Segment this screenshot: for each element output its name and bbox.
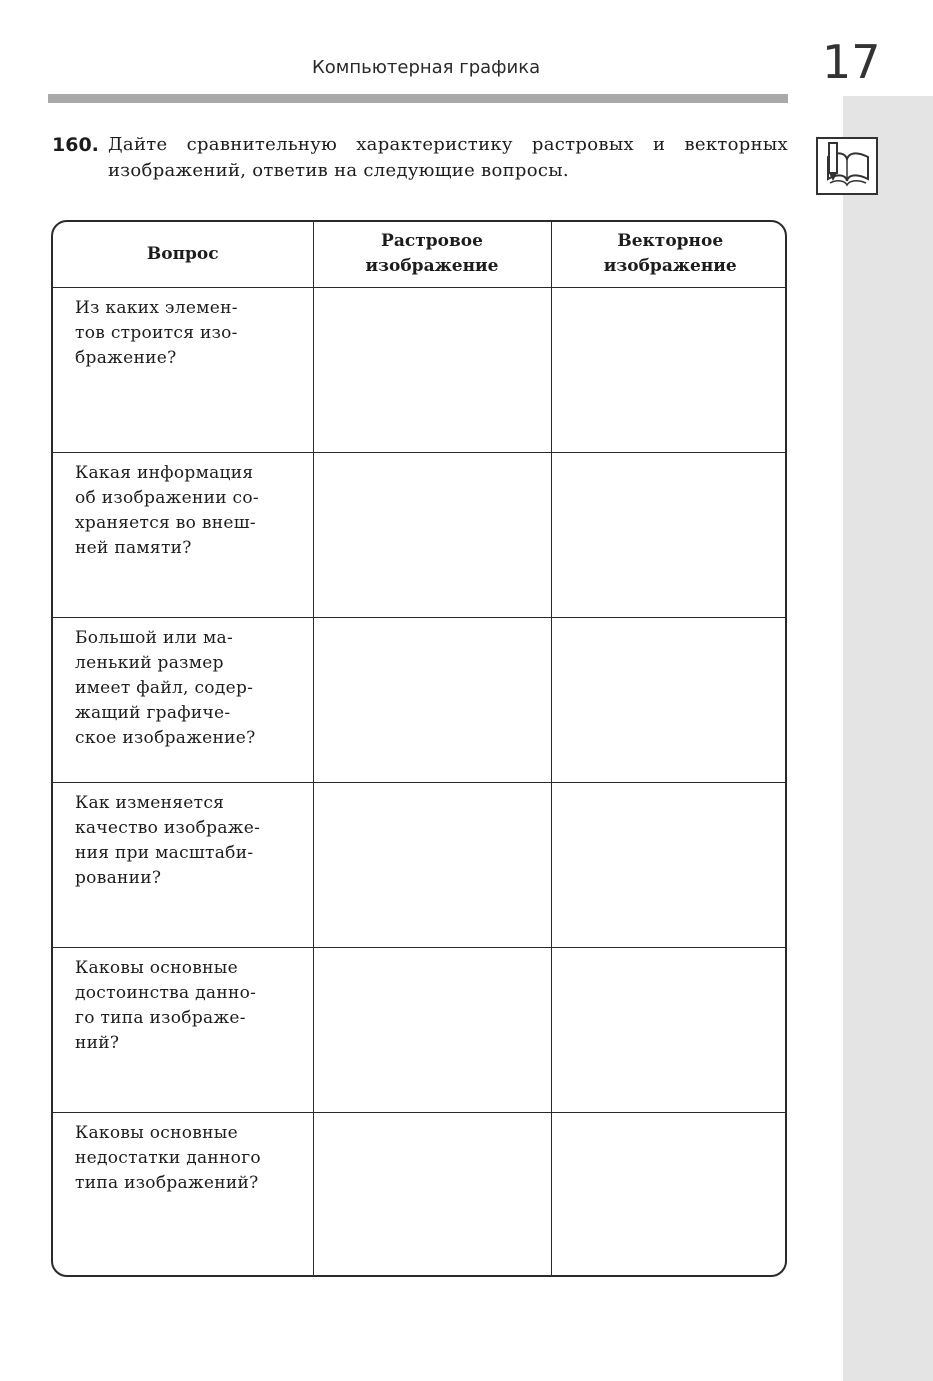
raster-answer-cell[interactable]	[313, 1112, 551, 1277]
table-row	[53, 947, 787, 1112]
vector-answer-cell[interactable]	[551, 287, 787, 452]
question-cell: Каковы основные недостатки данного типа изображений?	[53, 1112, 313, 1277]
vector-answer-cell[interactable]	[551, 947, 787, 1112]
vector-answer-cell[interactable]	[551, 1112, 787, 1277]
task-text: Дайте сравнительную характеристику растровых и векторных изображений, ответив на следующие вопросы.	[108, 134, 788, 181]
running-title: Компьютерная графика	[312, 57, 541, 78]
question-cell: Из каких элемен- тов строится изо- бражение?	[53, 287, 313, 452]
header-vector: Векторное изображение	[551, 222, 787, 287]
header-rule	[48, 94, 788, 103]
question-cell: Большой или ма- ленький размер имеет файл, содер- жащий графиче- ское изображение?	[53, 617, 313, 782]
task-number: 160.	[52, 134, 99, 156]
raster-answer-cell[interactable]	[313, 452, 551, 617]
table-row	[53, 452, 787, 617]
page-number: 17	[822, 35, 881, 89]
raster-answer-cell[interactable]	[313, 947, 551, 1112]
question-cell: Каковы основные достоинства данно- го типа изображе- ний?	[53, 947, 313, 1112]
table-row	[53, 617, 787, 782]
raster-answer-cell[interactable]	[313, 617, 551, 782]
raster-answer-cell[interactable]	[313, 287, 551, 452]
table-row	[53, 1112, 787, 1277]
page-edge-strip	[843, 96, 933, 1381]
vector-answer-cell[interactable]	[551, 782, 787, 947]
question-cell: Какая информация об изображении со- храняется во внеш- ней памяти?	[53, 452, 313, 617]
table-row	[53, 287, 787, 452]
book-pencil-icon	[816, 137, 878, 195]
question-cell: Как изменяется качество изображе- ния при масштаби- ровании?	[53, 782, 313, 947]
comparison-table	[51, 220, 787, 1277]
table-row	[53, 782, 787, 947]
raster-answer-cell[interactable]	[313, 782, 551, 947]
header-raster: Растровое изображение	[313, 222, 551, 287]
vector-answer-cell[interactable]	[551, 617, 787, 782]
header-question: Вопрос	[53, 222, 313, 287]
vector-answer-cell[interactable]	[551, 452, 787, 617]
